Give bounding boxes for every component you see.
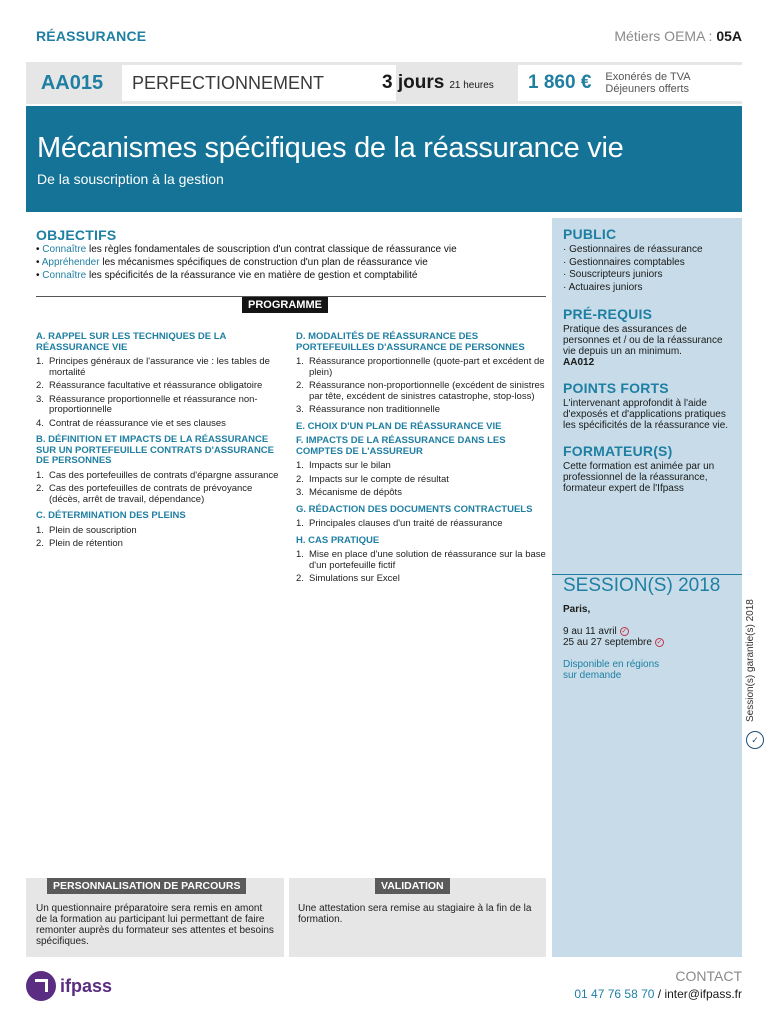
list-item: 3. Mécanisme de dépôts bbox=[296, 487, 402, 498]
price-block bbox=[518, 65, 742, 101]
item-text: Principes généraux de l'assurance vie : les tables de mortalité bbox=[49, 356, 270, 378]
section-title: A. RAPPEL SUR LES TECHNIQUES DE LA RÉASSURANCE VIE bbox=[36, 331, 227, 353]
tax-note: Exonérés de TVA bbox=[605, 71, 691, 83]
logo-text: ifpass bbox=[60, 975, 113, 996]
vertical-guarantee-label bbox=[745, 572, 765, 752]
list-item: 3. Réassurance non traditionnelle bbox=[296, 404, 440, 415]
list-item: 4. Contrat de réassurance vie et ses clauses bbox=[36, 417, 226, 429]
logo-icon bbox=[26, 971, 56, 1001]
item-text: Cas des portefeuilles de contrats d'épargne assurance bbox=[49, 469, 279, 481]
duration-hours: 21 heures bbox=[449, 79, 494, 91]
strengths-heading: POINTS FORTS bbox=[563, 380, 669, 396]
programme-tag: PROGRAMME bbox=[242, 297, 328, 313]
contact-separator: / bbox=[654, 987, 665, 1001]
ifpass-logo bbox=[26, 971, 112, 1001]
personalisation-text: Un questionnaire préparatoire sera remis en amont de la formation au participant lui permettant de faire remonter auprès du formateur ses attentes et besoins spécifiques. bbox=[36, 903, 274, 947]
contact-block bbox=[574, 968, 742, 1001]
section-title: D. MODALITÉS DE RÉASSURANCE DES PORTEFEUILLES D'ASSURANCE DE PERSONNES bbox=[296, 331, 525, 353]
item-text: Impacts sur le bilan bbox=[309, 460, 391, 471]
section-title: H. CAS PRATIQUE bbox=[296, 534, 380, 546]
session-heading: SESSION(S) 2018 bbox=[563, 575, 721, 596]
trainer-heading: FORMATEUR(S) bbox=[563, 443, 673, 459]
public-heading: PUBLIC bbox=[563, 226, 617, 242]
prerequisites-body: Pratique des assurances de personnes et / ou de la réassurance vie depuis un an minimum. bbox=[563, 324, 723, 357]
section-items bbox=[296, 357, 546, 416]
course-level: PERFECTIONNEMENT bbox=[122, 65, 396, 101]
objective-item: • Connaître les règles fondamentales de souscription d'un contrat classique de réassurance vie bbox=[36, 244, 457, 255]
prerequisites-heading: PRÉ-REQUIS bbox=[563, 306, 653, 322]
course-subtitle: De la souscription à la gestion bbox=[37, 171, 224, 187]
list-item: 2. Simulations sur Excel bbox=[296, 573, 400, 584]
list-item: 3. Réassurance proportionnelle et réassurance non-proportionnelle bbox=[36, 395, 286, 416]
item-text: Réassurance proportionnelle (quote-part et excédent de plein) bbox=[309, 356, 545, 378]
objectives-heading: OBJECTIFS bbox=[36, 227, 117, 243]
lunch-note: Déjeuners offerts bbox=[605, 83, 689, 95]
item-text: Plein de rétention bbox=[49, 538, 123, 549]
strengths-text: L'intervenant approfondit à l'aide d'exposés et d'applications pratiques les spécificités de la réassurance vie. bbox=[563, 398, 729, 431]
public-item: · Actuaires juniors bbox=[563, 282, 732, 295]
list-item: 1. Réassurance proportionnelle (quote-part et excédent de plein) bbox=[296, 356, 545, 378]
item-text: Mise en place d'une solution de réassurance sur la base d'un portefeuille fictif bbox=[309, 549, 546, 571]
prerequisite-code: AA012 bbox=[563, 357, 595, 368]
objective-text: les spécificités de la réassurance vie en matière de gestion et comptabilité bbox=[86, 270, 418, 281]
guaranteed-icon: ✓ bbox=[621, 627, 628, 635]
personalisation-box bbox=[26, 878, 284, 957]
item-text: Réassurance proportionnelle et réassurance non-proportionnelle bbox=[49, 393, 258, 415]
course-duration bbox=[380, 62, 520, 104]
validation-text: Une attestation sera remise au stagiaire à la fin de la formation. bbox=[298, 903, 532, 925]
section-title: B. DÉFINITION ET IMPACTS DE LA RÉASSURANCE SUR UN PORTEFEUILLE CONTRATS D'ASSURANCE DE PERSONNES bbox=[36, 434, 275, 466]
item-text: Principales clauses d'un traité de réassurance bbox=[309, 518, 503, 529]
list-item: 2. Impacts sur le compte de résultat bbox=[296, 473, 449, 485]
objective-text: les mécanismes spécifiques de construction d'un plan de réassurance vie bbox=[99, 257, 428, 268]
guaranteed-badge-icon: ✓ bbox=[746, 731, 764, 749]
list-item: 2. Cas des portefeuilles de contrats de prévoyance (décès, arrêt de travail, dépendance) bbox=[36, 484, 286, 505]
section-items bbox=[36, 471, 286, 506]
objective-keyword: Appréhender bbox=[41, 257, 100, 268]
item-text: Réassurance non traditionnelle bbox=[309, 404, 440, 415]
section-title: C. DÉTERMINATION DES PLEINS bbox=[36, 510, 186, 521]
section-title: F. IMPACTS DE LA RÉASSURANCE DANS LES COMPTES DE L'ASSUREUR bbox=[296, 435, 506, 457]
validation-box bbox=[289, 878, 546, 957]
prerequisites-text bbox=[563, 324, 732, 368]
list-item: 2. Réassurance facultative et réassurance obligatoire bbox=[36, 380, 263, 391]
contact-line bbox=[574, 987, 742, 1001]
item-text: Mécanisme de dépôts bbox=[309, 487, 402, 498]
validation-tag: VALIDATION bbox=[375, 878, 450, 894]
item-text: Impacts sur le compte de résultat bbox=[309, 473, 449, 485]
objective-item: • Connaître les spécificités de la réassurance vie en matière de gestion et comptabilité bbox=[36, 270, 418, 281]
course-price: 1 860 € bbox=[528, 72, 592, 93]
public-item: · Gestionnaires de réassurance bbox=[563, 244, 732, 257]
course-title: Mécanismes spécifiques de la réassurance vie bbox=[37, 132, 624, 164]
section-items bbox=[296, 550, 546, 585]
personalisation-tag: PERSONNALISATION DE PARCOURS bbox=[47, 878, 246, 894]
section-items bbox=[36, 357, 286, 429]
metier-text: Métiers OEMA : bbox=[614, 28, 713, 44]
session-date: 25 au 27 septembre bbox=[563, 637, 652, 648]
contact-heading: CONTACT bbox=[675, 968, 742, 984]
list-item: 2. Plein de rétention bbox=[36, 538, 123, 549]
objective-item: • Appréhender les mécanismes spécifiques de construction d'un plan de réassurance vie bbox=[36, 257, 428, 268]
objective-keyword: Connaître bbox=[42, 244, 87, 255]
list-item: 1. Principes généraux de l'assurance vie : les tables de mortalité bbox=[36, 357, 286, 378]
item-text: Plein de souscription bbox=[49, 524, 137, 536]
info-sidebar bbox=[552, 218, 742, 957]
item-text: Réassurance non-proportionnelle (excédent de sinistres par tête, excédent de sinistres catastrophe, stop-loss) bbox=[309, 380, 545, 402]
contact-email[interactable]: inter@ifpass.fr bbox=[664, 987, 742, 1001]
list-item: 1. Impacts sur le bilan bbox=[296, 460, 391, 471]
list-item: 1. Principales clauses d'un traité de réassurance bbox=[296, 518, 503, 529]
guarantee-text: Session(s) garantie(s) 2018 bbox=[745, 599, 756, 722]
section-items bbox=[296, 461, 546, 499]
session-date: 9 au 11 avril bbox=[563, 626, 617, 637]
guaranteed-icon: ✓ bbox=[656, 638, 663, 646]
list-item: 2. Réassurance non-proportionnelle (excédent de sinistres par tête, excédent de sinistres catastrophe, stop-loss) bbox=[296, 380, 545, 402]
list-item: 1. Plein de souscription bbox=[36, 524, 137, 536]
price-notes bbox=[605, 71, 690, 95]
session-details bbox=[563, 604, 733, 681]
item-text: Réassurance facultative et réassurance obligatoire bbox=[49, 380, 263, 391]
item-text: Cas des portefeuilles de contrats de prévoyance (décès, arrêt de travail, dépendance) bbox=[49, 483, 253, 505]
section-items bbox=[296, 519, 546, 530]
course-code: AA015 bbox=[40, 71, 104, 94]
programme-right-column bbox=[296, 332, 546, 591]
info-bar bbox=[26, 62, 742, 104]
section-title: E. CHOIX D'UN PLAN DE RÉASSURANCE VIE bbox=[296, 420, 502, 432]
item-text: Contrat de réassurance vie et ses clauses bbox=[49, 417, 226, 429]
metier-code: 05A bbox=[716, 28, 742, 44]
regions-note: Disponible en régions bbox=[563, 659, 660, 670]
item-text: Simulations sur Excel bbox=[309, 573, 400, 584]
duration-days: 3 jours bbox=[382, 72, 445, 93]
public-list bbox=[563, 244, 732, 294]
section-title: G. RÉDACTION DES DOCUMENTS CONTRACTUELS bbox=[296, 503, 533, 515]
programme-left-column bbox=[36, 332, 286, 556]
list-item: 1. Cas des portefeuilles de contrats d'épargne assurance bbox=[36, 469, 279, 481]
contact-phone[interactable]: 01 47 76 58 70 bbox=[574, 987, 655, 1001]
session-city: Paris, bbox=[563, 604, 591, 615]
list-item: 1. Mise en place d'une solution de réassurance sur la base d'un portefeuille fictif bbox=[296, 549, 546, 571]
trainer-text: Cette formation est animée par un professionnel de la réassurance, formateur expert de l'Ifpass bbox=[563, 461, 715, 494]
metier-label bbox=[614, 28, 742, 44]
public-item: · Souscripteurs juniors bbox=[563, 269, 732, 282]
section-items bbox=[36, 526, 286, 550]
regions-note-2: sur demande bbox=[563, 670, 622, 681]
objective-keyword: Connaître bbox=[42, 270, 87, 281]
public-item: · Gestionnaires comptables bbox=[563, 257, 732, 270]
objectives-list bbox=[36, 243, 546, 282]
title-band bbox=[26, 106, 742, 212]
objective-text: les règles fondamentales de souscription d'un contrat classique de réassurance vie bbox=[86, 244, 457, 255]
category-title: RÉASSURANCE bbox=[36, 28, 147, 44]
